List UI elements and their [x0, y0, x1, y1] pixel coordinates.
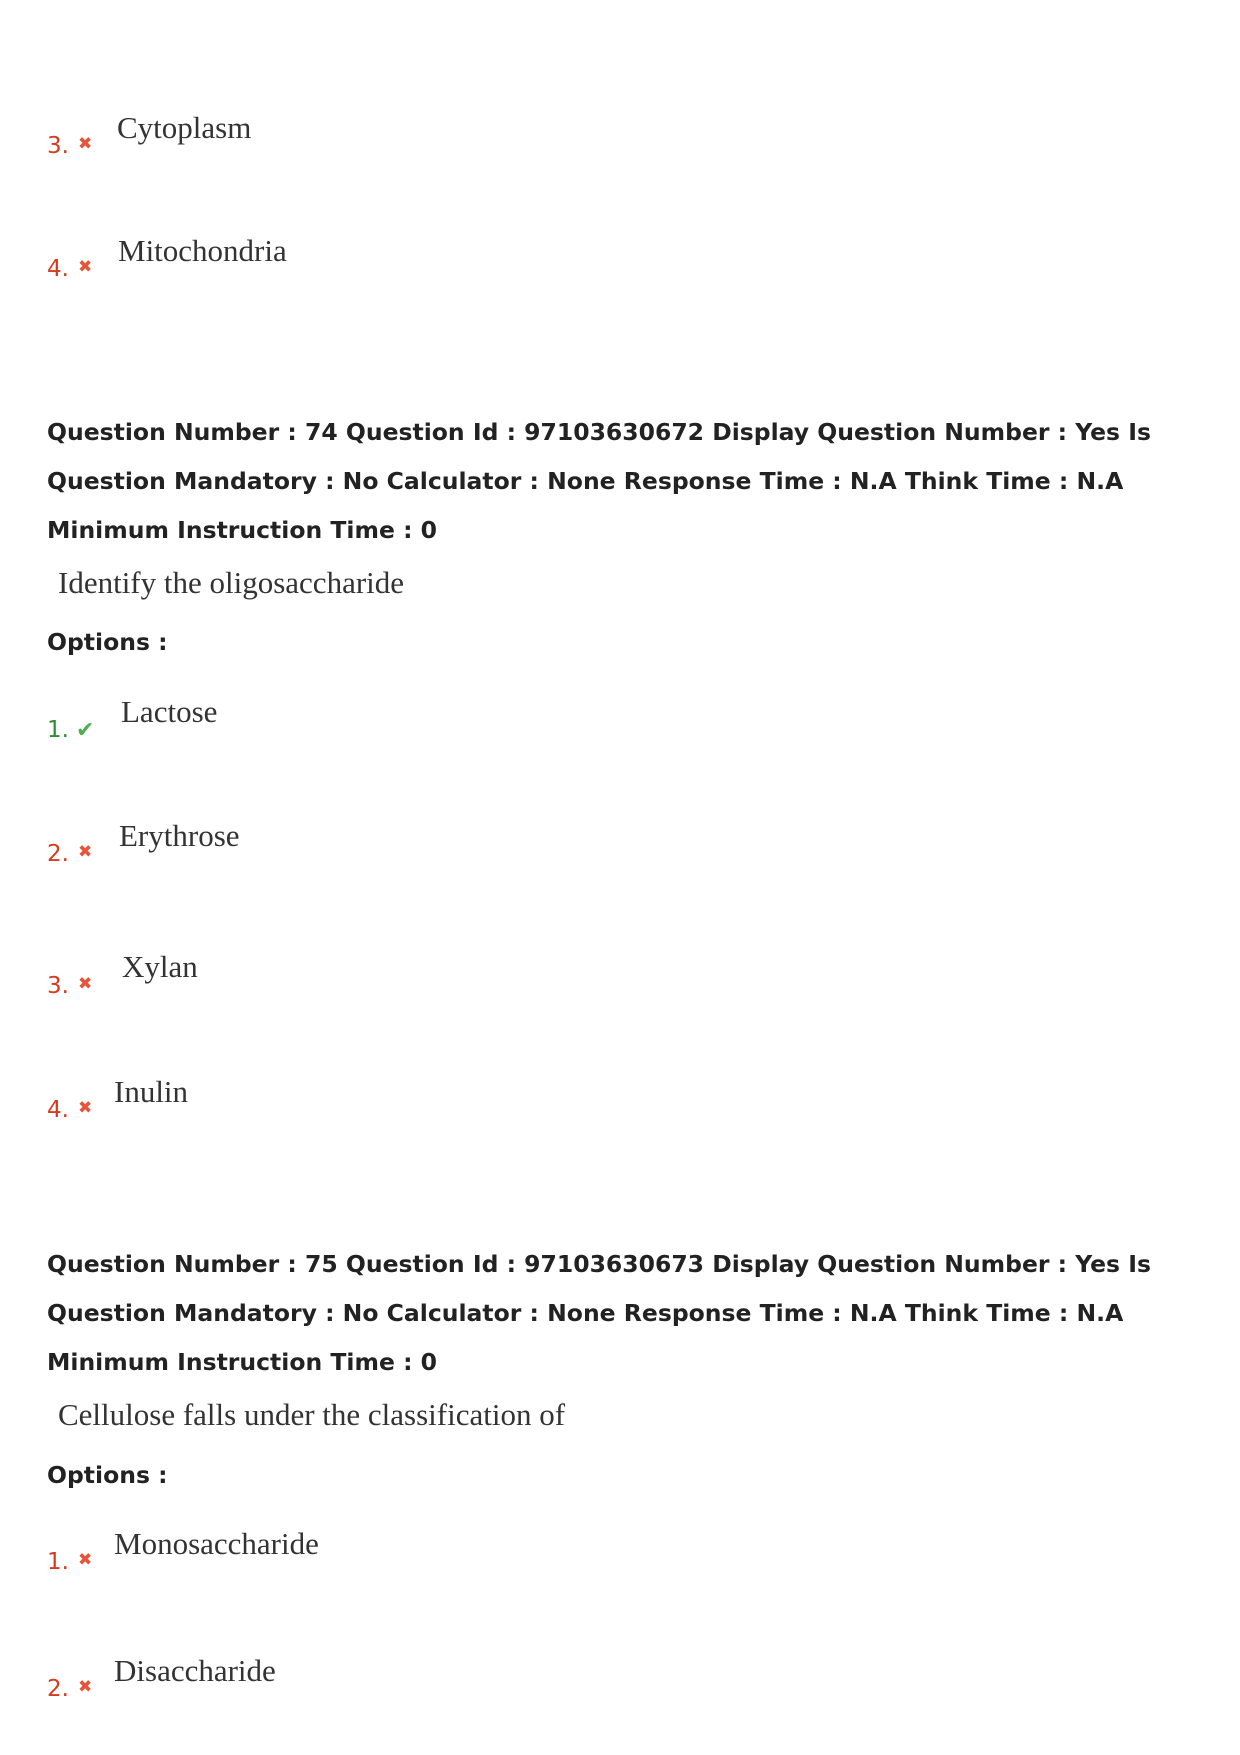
- option-item: [47, 223, 947, 283]
- option-number: 3.: [47, 973, 69, 999]
- option-text: Lactose: [121, 694, 218, 729]
- cross-icon: ✖: [78, 1677, 93, 1697]
- question-text: Identify the oligosaccharide: [58, 565, 405, 600]
- option-text: Inulin: [114, 1074, 189, 1109]
- cross-icon: ✖: [78, 842, 93, 862]
- option-item: [47, 808, 947, 868]
- cross-icon: ✖: [78, 1550, 93, 1570]
- option-text: Monosaccharide: [114, 1526, 319, 1561]
- option-number: 3.: [47, 133, 69, 159]
- options-label: Options :: [47, 628, 168, 656]
- question-meta: Question Number : 74 Question Id : 97103630672 Display Question Number : Yes Is Question Mandatory : No Calculator : None Response Time : N.A Think Time : N.A Minimum Instruction Time : 0: [47, 418, 1151, 544]
- options-label: Options :: [47, 1461, 168, 1489]
- option-number: 2.: [47, 841, 69, 867]
- option-item: [47, 940, 947, 1000]
- option-text: Xylan: [122, 949, 198, 984]
- option-item: [47, 1643, 947, 1703]
- checkmark-icon: ✔: [76, 718, 95, 743]
- cross-icon: ✖: [78, 257, 93, 277]
- option-text: Erythrose: [119, 818, 240, 853]
- option-text: Disaccharide: [114, 1653, 276, 1688]
- question-meta: Question Number : 75 Question Id : 97103630673 Display Question Number : Yes Is Question Mandatory : No Calculator : None Response Time : N.A Think Time : N.A Minimum Instruction Time : 0: [47, 1250, 1151, 1376]
- option-item: [47, 100, 947, 160]
- option-number: 4.: [47, 1097, 69, 1123]
- option-item: [47, 684, 947, 744]
- option-text: Cytoplasm: [117, 110, 252, 145]
- option-number: 1.: [47, 717, 69, 743]
- option-item: [47, 1064, 947, 1124]
- cross-icon: ✖: [78, 134, 93, 154]
- option-number: 4.: [47, 256, 69, 282]
- question-text: Cellulose falls under the classification of: [58, 1397, 566, 1432]
- option-item: [47, 1516, 947, 1576]
- option-number: 1.: [47, 1549, 69, 1575]
- option-number: 2.: [47, 1676, 69, 1702]
- option-text: Mitochondria: [118, 233, 287, 268]
- cross-icon: ✖: [78, 974, 93, 994]
- cross-icon: ✖: [78, 1098, 93, 1118]
